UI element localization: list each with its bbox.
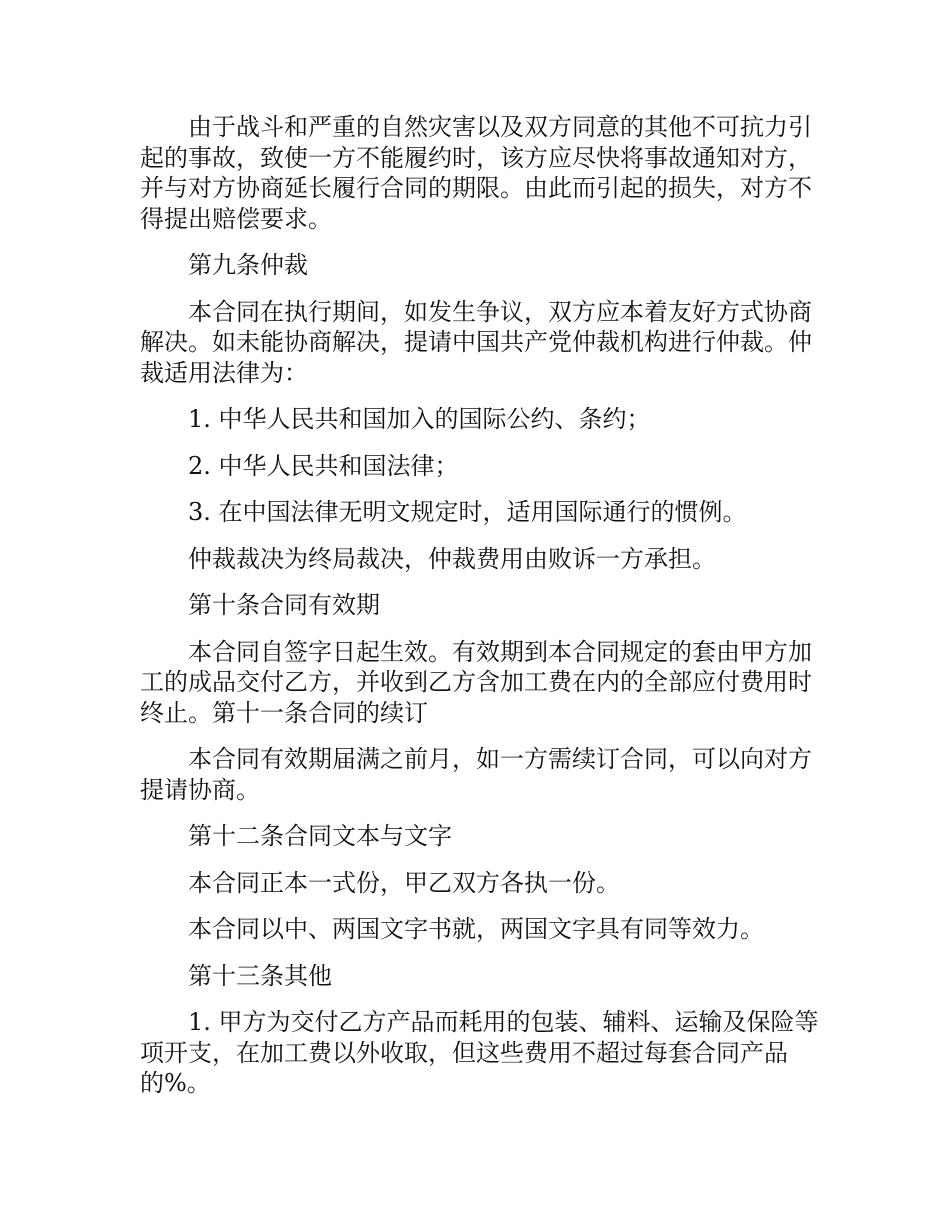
- paragraph-renewal: 本合同有效期届满之前月，如一方需续订合同，可以向对方提请协商。: [140, 745, 812, 804]
- document-body: [140, 112, 830, 1115]
- paragraph-copies: 本合同正本一式份，甲乙双方各执一份。: [188, 868, 620, 897]
- heading-article-13-other: 第十三条其他: [188, 961, 332, 990]
- heading-article-9-arbitration: 第九条仲裁: [188, 251, 308, 279]
- heading-article-12-text: 第十二条合同文本与文字: [188, 822, 452, 850]
- list-item-other-1: 1. 甲方为交付乙方产品而耗用的包装、辅料、运输及保险等项开支，在加工费以外收取，但这些费用不超过每套合同产品的%。: [140, 1008, 819, 1097]
- paragraph-arbitration-final: 仲裁裁决为终局裁决，仲裁费用由败诉一方承担。: [188, 544, 716, 573]
- paragraph-languages: 本合同以中、两国文字书就，两国文字具有同等效力。: [188, 915, 764, 943]
- list-item-law-3: 3. 在中国法律无明文规定时，适用国际通行的惯例。: [188, 498, 747, 526]
- paragraph-arbitration: 本合同在执行期间，如发生争议，双方应本着友好方式协商解决。如未能协商解决，提请中国共产党仲裁机构进行仲裁。仲裁适用法律为：: [140, 297, 812, 387]
- paragraph-validity: 本合同自签字日起生效。有效期到本合同规定的套由甲方加工的成品交付乙方，并收到乙方含加工费在内的全部应付费用时终止。第十一条合同的续订: [140, 637, 812, 727]
- list-item-law-1: 1. 中华人民共和国加入的国际公约、条约；: [188, 405, 651, 433]
- paragraph-force-majeure: 由于战斗和严重的自然灾害以及双方同意的其他不可抗力引起的事故，致使一方不能履约时，该方应尽快将事故通知对方，并与对方协商延长履行合同的期限。由此而引起的损失，对方不得提出赔偿要求。: [140, 113, 812, 233]
- heading-article-10-validity: 第十条合同有效期: [188, 591, 380, 619]
- list-item-law-2: 2. 中华人民共和国法律；: [188, 451, 459, 480]
